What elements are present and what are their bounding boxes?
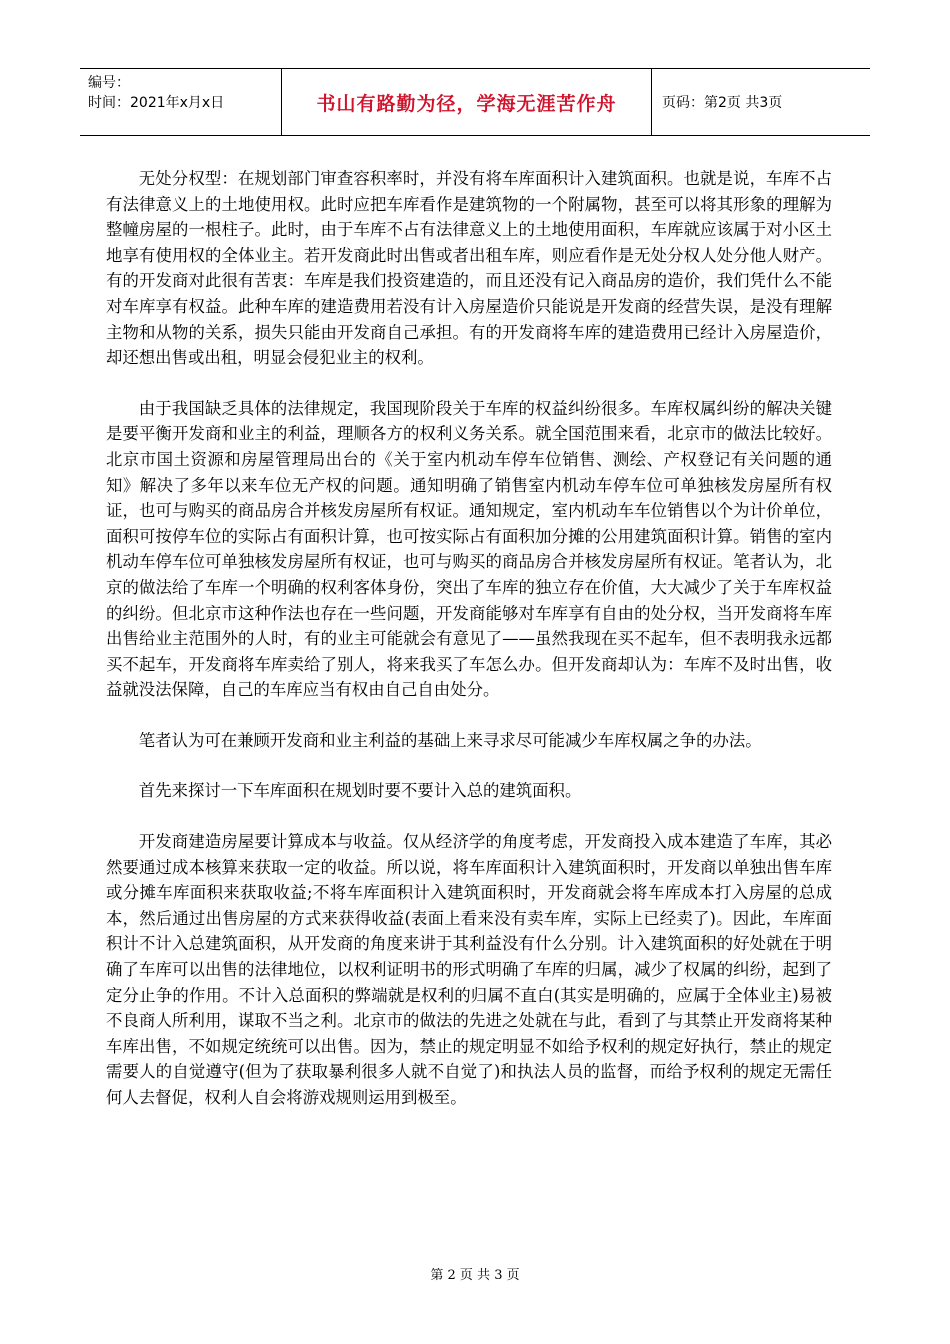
header-page-label: 页码：第2页 共3页 xyxy=(662,95,783,111)
header-motto: 书山有路勤为径，学海无涯苦作舟 xyxy=(282,69,652,135)
body-paragraph: 笔者认为可在兼顾开发商和业主利益的基础上来寻求尽可能减少车库权属之争的办法。 xyxy=(138,730,762,750)
body-paragraph: 首先来探讨一下车库面积在规划时要不要计入总的建筑面积。 xyxy=(138,781,582,801)
document-header xyxy=(80,68,870,136)
header-meta xyxy=(80,69,282,135)
header-time-label: 时间：2021年x月x日 xyxy=(88,95,225,111)
body-paragraph: 由于我国缺乏具体的法律规定，我国现阶段关于车库的权益纠纷很多。车库权属纠纷的解决关键是要平衡开发商和业主的利益，理顺各方的权利义务关系。就全国范围来看，北京市的做法比较好。北京市国土资源和房屋管理局出台的《关于室内机动车停车位销售、测绘、产权登记有关问题的通知》解决了多年以来车位无产权的问题。通知明确了销售室内机动车停车位可单独核发房屋所有权证，也可与购买的商品房合并核发房屋所有权证。通知规定，室内机动车车位销售以个为计价单位，面积可按停车位的实际占有面积计算，也可按实际占有面积加分摊的公用建筑面积计算。销售的室内机动车停车位可单独核发房屋所有权证，也可与购买的商品房合并核发房屋所有权证。笔者认为，北京的做法给了车库一个明确的权利客体身份，突出了车库的独立存在价值，大大减少了关于车库权益的纠纷。但北京市这种作法也存在一些问题，开发商能够对车库享有自由的处分权，当开发商将车库出售给业主范围外的人时，有的业主可能就会有意见了——虽然我现在买不起车，但不表明我永远都买不起车，开发商将车库卖给了别人，将来我买了车怎么办。但开发商却认为：车库不及时出售，收益就没法保障，自己的车库应当有权由自己自由处分。 xyxy=(106,398,832,700)
document-body xyxy=(106,166,832,1136)
body-paragraph: 无处分权型：在规划部门审查容积率时，并没有将车库面积计入建筑面积。也就是说，车库不占有法律意义上的土地使用权。此时应把车库看作是建筑物的一个附属物，甚至可以将其形象的理解为整幢房屋的一根柱子。此时，由于车库不占有法律意义上的土地使用面积，车库就应该属于对小区土地享有使用权的全体业主。若开发商此时出售或者出租车库，则应看作是无处分权人处分他人财产。有的开发商对此很有苦衷：车库是我们投资建造的，而且还没有记入商品房的造价，我们凭什么不能对车库享有权益。此种车库的建造费用若没有计入房屋造价只能说是开发商的经营失误，是没有理解主物和从物的关系，损失只能由开发商自己承担。有的开发商将车库的建造费用已经计入房屋造价，却还想出售或出租，明显会侵犯业主的权利。 xyxy=(106,169,832,368)
body-paragraph: 开发商建造房屋要计算成本与收益。仅从经济学的角度考虑，开发商投入成本建造了车库，其必然要通过成本核算来获取一定的收益。所以说，将车库面积计入建筑面积时，开发商以单独出售车库或分摊车库面积来获取收益;不将车库面积计入建筑面积时，开发商就会将车库成本打入房屋的总成本，然后通过出售房屋的方式来获得收益(表面上看来没有卖车库，实际上已经卖了)。因此，车库面积计不计入总建筑面积，从开发商的角度来讲于其利益没有什么分别。计入建筑面积的好处就在于明确了车库可以出售的法律地位，以权利证明书的形式明确了车库的归属，减少了权属的纠纷，起到了定分止争的作用。不计入总面积的弊端就是权利的归属不直白(其实是明确的，应属于全体业主)易被不良商人所利用，谋取不当之利。北京市的做法的先进之处就在与此，看到了与其禁止开发商将某种车库出售，不如规定统统可以出售。因为，禁止的规定明显不如给予权利的规定好执行，禁止的规定需要人的自觉遵守(但为了获取暴利很多人就不自觉了)和执法人员的监督，而给予权利的规定无需任何人去督促，权利人自会将游戏规则运用到极至。 xyxy=(106,832,832,1107)
header-number-label: 编号： xyxy=(88,75,130,91)
page-footer: 第 2 页 共 3 页 xyxy=(430,1268,520,1283)
